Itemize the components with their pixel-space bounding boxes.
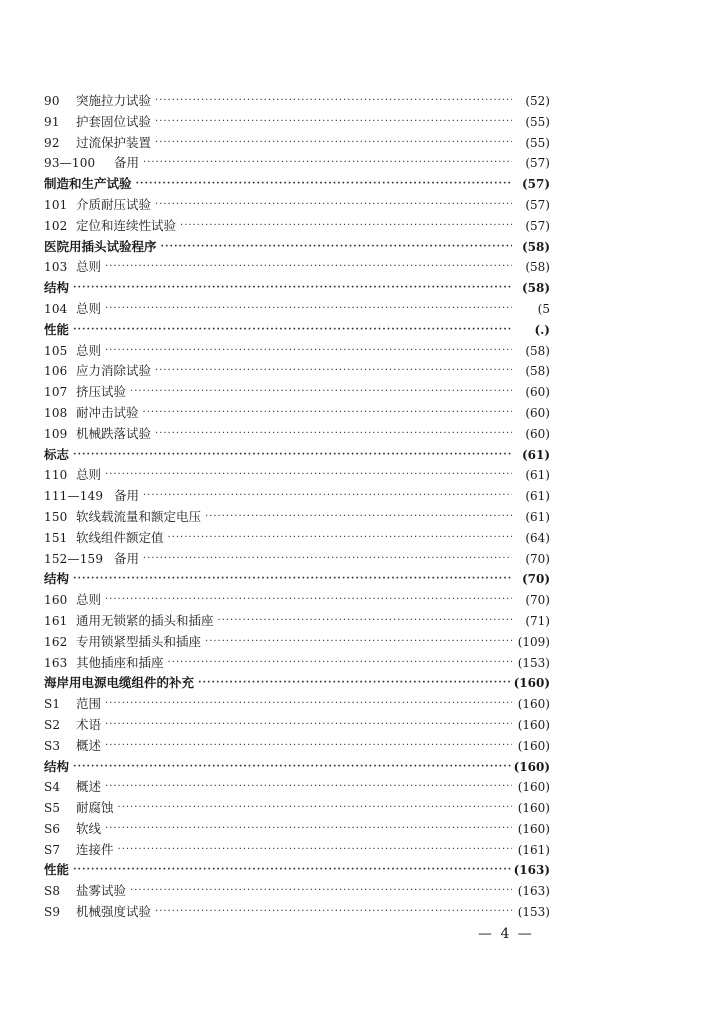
dot-leader <box>155 133 512 154</box>
toc-page-number: (160) <box>517 780 550 795</box>
toc-entry <box>44 133 550 154</box>
toc-entry-number: 108 <box>44 405 68 420</box>
dot-leader <box>105 715 512 736</box>
toc-page-number: (71) <box>525 613 550 628</box>
toc-entry <box>44 507 550 528</box>
toc-entry-number: 109 <box>44 426 68 441</box>
toc-entry <box>44 424 550 445</box>
toc-entry-number: 92 <box>44 135 60 150</box>
toc-page-number: (52) <box>525 94 550 108</box>
toc-page-number: (160) <box>517 697 550 712</box>
dot-leader <box>105 694 512 715</box>
toc-entry <box>44 528 550 549</box>
toc-page-number: (163) <box>513 863 550 878</box>
dot-leader <box>105 257 512 278</box>
dot-leader <box>136 174 512 195</box>
toc-page-number: (161) <box>517 842 550 857</box>
dot-leader <box>73 320 512 341</box>
toc-entry-title: 总则 <box>76 467 102 483</box>
toc-page-number: (55) <box>525 114 550 129</box>
toc-entry-number: 162 <box>44 634 68 649</box>
toc-entry-title: 软线载流量和额定电压 <box>76 508 202 524</box>
toc-entry-number: 104 <box>44 301 68 316</box>
toc-entry-title: 总则 <box>76 259 102 275</box>
toc-entry-number: 160 <box>44 593 68 608</box>
toc-entry-number: 152—159 <box>44 551 104 566</box>
toc-entry-title: 标志 <box>44 446 70 462</box>
dot-leader <box>143 486 512 507</box>
toc-entry-number: S5 <box>44 801 61 816</box>
dot-leader <box>73 860 512 881</box>
toc-entry-number: 110 <box>44 468 68 483</box>
dot-leader <box>143 403 512 424</box>
toc-entry-title: 术语 <box>76 716 102 732</box>
toc-entry <box>44 653 550 674</box>
toc-entry <box>44 195 550 216</box>
toc-entry-number: 111—149 <box>44 489 104 504</box>
toc-entry-number: 103 <box>44 260 68 275</box>
toc-entry-title: 结构 <box>44 280 70 296</box>
dot-leader <box>205 507 512 528</box>
toc-entry-number: S6 <box>44 821 61 836</box>
dot-leader <box>130 881 512 902</box>
toc-entry-title: 其他插座和插座 <box>76 654 164 670</box>
toc-entry-number: S4 <box>44 780 61 795</box>
toc-entry-number: 163 <box>44 655 68 670</box>
toc-entry-title: 专用锁紧型插头和插座 <box>76 633 202 649</box>
toc-entry <box>44 611 550 632</box>
toc-entry <box>44 216 550 237</box>
toc-entry-title: 范围 <box>76 696 102 712</box>
dot-leader <box>105 299 512 320</box>
toc-page-number: (5 <box>537 301 550 316</box>
toc-entry-title: 盐雾试验 <box>76 883 127 899</box>
toc-section-heading <box>44 569 550 590</box>
toc-entry-title: 性能 <box>44 862 70 878</box>
toc-entry <box>44 91 550 112</box>
toc-page-number: (160) <box>513 759 550 774</box>
toc-entry <box>44 715 550 736</box>
toc-page-number: (160) <box>517 801 550 816</box>
dot-leader <box>130 382 512 403</box>
toc-entry <box>44 112 550 133</box>
dot-leader <box>105 736 512 757</box>
toc-section-heading <box>44 174 550 195</box>
dot-leader <box>73 445 512 466</box>
toc-entry-title: 机械跌落试验 <box>76 425 152 441</box>
toc-entry <box>44 153 550 174</box>
toc-entry-title: 介质耐压试验 <box>76 196 152 212</box>
toc-entry-number: S2 <box>44 717 61 732</box>
toc-page-number: (60) <box>525 405 550 420</box>
toc-entry-number: 102 <box>44 218 68 233</box>
toc-page-number: (57) <box>525 218 550 233</box>
dot-leader <box>73 569 512 590</box>
toc-entry-number: S8 <box>44 884 61 899</box>
toc-page-number: (61) <box>525 468 550 483</box>
toc-entry-title: 性能 <box>44 321 70 337</box>
toc-entry <box>44 361 550 382</box>
toc-entry-title: 定位和连续性试验 <box>76 217 177 233</box>
toc-page-number: (160) <box>517 821 550 836</box>
toc-entry-number: S1 <box>44 697 61 712</box>
toc-entry-number: 107 <box>44 385 68 400</box>
dot-leader <box>161 237 512 258</box>
toc-page-number: (58) <box>521 281 550 296</box>
toc-section-heading <box>44 320 550 341</box>
toc-entry <box>44 902 550 923</box>
toc-section-heading <box>44 445 550 466</box>
dot-leader <box>118 798 512 819</box>
toc-entry-title: 备用 <box>114 550 140 566</box>
toc-page-number: (58) <box>525 343 550 358</box>
toc-entry-title: 医院用插头试验程序 <box>44 238 157 254</box>
toc-entry-title: 结构 <box>44 758 70 774</box>
toc-entry <box>44 403 550 424</box>
toc-entry <box>44 590 550 611</box>
toc-page-number: (70) <box>525 551 550 566</box>
dot-leader <box>105 465 512 486</box>
dot-leader <box>105 777 512 798</box>
toc-page-number: (55) <box>525 135 550 150</box>
toc-entry-title: 机械强度试验 <box>76 904 152 920</box>
toc-page-number: (58) <box>521 239 550 254</box>
toc-entry-title: 护套固位试验 <box>76 113 152 129</box>
dot-leader <box>168 653 512 674</box>
toc-entry-number: S3 <box>44 738 61 753</box>
toc-page-number: (61) <box>525 509 550 524</box>
toc-entry-title: 软线 <box>76 820 102 836</box>
toc-entry <box>44 777 550 798</box>
dot-leader <box>155 112 512 133</box>
toc-section-heading <box>44 757 550 778</box>
dot-leader <box>118 840 512 861</box>
toc-entry-title: 总则 <box>76 592 102 608</box>
toc-entry <box>44 549 550 570</box>
toc-entry-title: 总则 <box>76 300 102 316</box>
toc-entry <box>44 299 550 320</box>
toc-entry <box>44 632 550 653</box>
toc-entry-title: 备用 <box>114 155 140 171</box>
toc-section-heading <box>44 237 550 258</box>
toc-page-number: (58) <box>525 364 550 379</box>
dot-leader <box>155 195 512 216</box>
toc-entry-title: 概述 <box>76 779 102 795</box>
dot-leader <box>155 424 512 445</box>
dot-leader <box>155 361 512 382</box>
toc-page-number: (160) <box>513 676 550 691</box>
toc-entry <box>44 798 550 819</box>
toc-page-number: (70) <box>521 572 550 587</box>
toc-page-number: (153) <box>517 655 550 670</box>
toc-entry-title: 概述 <box>76 737 102 753</box>
toc-entry-number: 101 <box>44 197 68 212</box>
toc-entry <box>44 694 550 715</box>
toc-entry-number: S7 <box>44 842 61 857</box>
toc-page-number: (70) <box>525 593 550 608</box>
dot-leader <box>73 278 512 299</box>
dot-leader <box>105 341 512 362</box>
toc-entry <box>44 465 550 486</box>
toc-entry-title: 总则 <box>76 342 102 358</box>
toc-page-number: (64) <box>525 530 550 545</box>
dot-leader <box>198 673 512 694</box>
toc-entry-title: 突施拉力试验 <box>76 93 152 108</box>
toc-entry <box>44 881 550 902</box>
toc-entry-title: 备用 <box>114 488 140 504</box>
toc-entry-title: 连接件 <box>76 841 114 857</box>
toc-section-heading <box>44 673 550 694</box>
toc-entry <box>44 819 550 840</box>
toc-entry <box>44 382 550 403</box>
toc-entry <box>44 257 550 278</box>
page-number: — 4 — <box>478 926 534 942</box>
toc-entry-number: 91 <box>44 114 60 129</box>
table-of-contents <box>44 91 550 923</box>
toc-entry-number: S9 <box>44 905 61 920</box>
toc-page-number: (109) <box>517 634 550 649</box>
toc-page-number: (163) <box>517 884 550 899</box>
toc-entry-title: 耐腐蚀 <box>76 800 114 816</box>
toc-page-number: (160) <box>517 717 550 732</box>
toc-entry-title: 通用无锁紧的插头和插座 <box>76 612 214 628</box>
toc-entry-title: 软线组件额定值 <box>76 529 164 545</box>
toc-page-number: (61) <box>521 447 550 462</box>
dot-leader <box>180 216 512 237</box>
toc-entry-title: 制造和生产试验 <box>44 176 132 192</box>
toc-entry-title: 挤压试验 <box>76 384 127 400</box>
toc-entry-number: 150 <box>44 509 68 524</box>
toc-entry-title: 应力消除试验 <box>76 363 152 379</box>
dot-leader <box>73 757 512 778</box>
toc-page-number: (153) <box>517 905 550 920</box>
toc-entry-title: 过流保护装置 <box>76 134 152 150</box>
dot-leader <box>155 902 512 923</box>
dot-leader <box>143 153 512 174</box>
toc-entry-title: 结构 <box>44 571 70 587</box>
dot-leader <box>168 528 512 549</box>
toc-entry <box>44 840 550 861</box>
toc-entry-number: 106 <box>44 364 68 379</box>
toc-page-number: (57) <box>525 156 550 171</box>
toc-page-number: (58) <box>525 260 550 275</box>
toc-entry-number: 93—100 <box>44 156 96 171</box>
toc-entry-number: 105 <box>44 343 68 358</box>
toc-page-number: (.) <box>534 322 550 337</box>
toc-page-number: (60) <box>525 385 550 400</box>
toc-entry-title: 海岸用电源电缆组件的补充 <box>44 675 195 691</box>
toc-page-number: (160) <box>517 738 550 753</box>
toc-entry <box>44 341 550 362</box>
toc-page-number: (57) <box>525 197 550 212</box>
dot-leader <box>105 590 512 611</box>
dot-leader <box>105 819 512 840</box>
toc-section-heading <box>44 278 550 299</box>
toc-entry-title: 耐冲击试验 <box>76 404 139 420</box>
dot-leader <box>143 549 512 570</box>
toc-entry <box>44 486 550 507</box>
toc-page-number: (61) <box>525 489 550 504</box>
dot-leader <box>218 611 512 632</box>
dot-leader <box>155 91 512 112</box>
toc-page-number: (57) <box>521 177 550 192</box>
toc-section-heading <box>44 860 550 881</box>
toc-entry <box>44 736 550 757</box>
toc-entry-number: 161 <box>44 613 68 628</box>
toc-page-number: (60) <box>525 426 550 441</box>
dot-leader <box>205 632 512 653</box>
toc-entry-number: 151 <box>44 530 68 545</box>
toc-entry-number: 90 <box>44 94 60 108</box>
